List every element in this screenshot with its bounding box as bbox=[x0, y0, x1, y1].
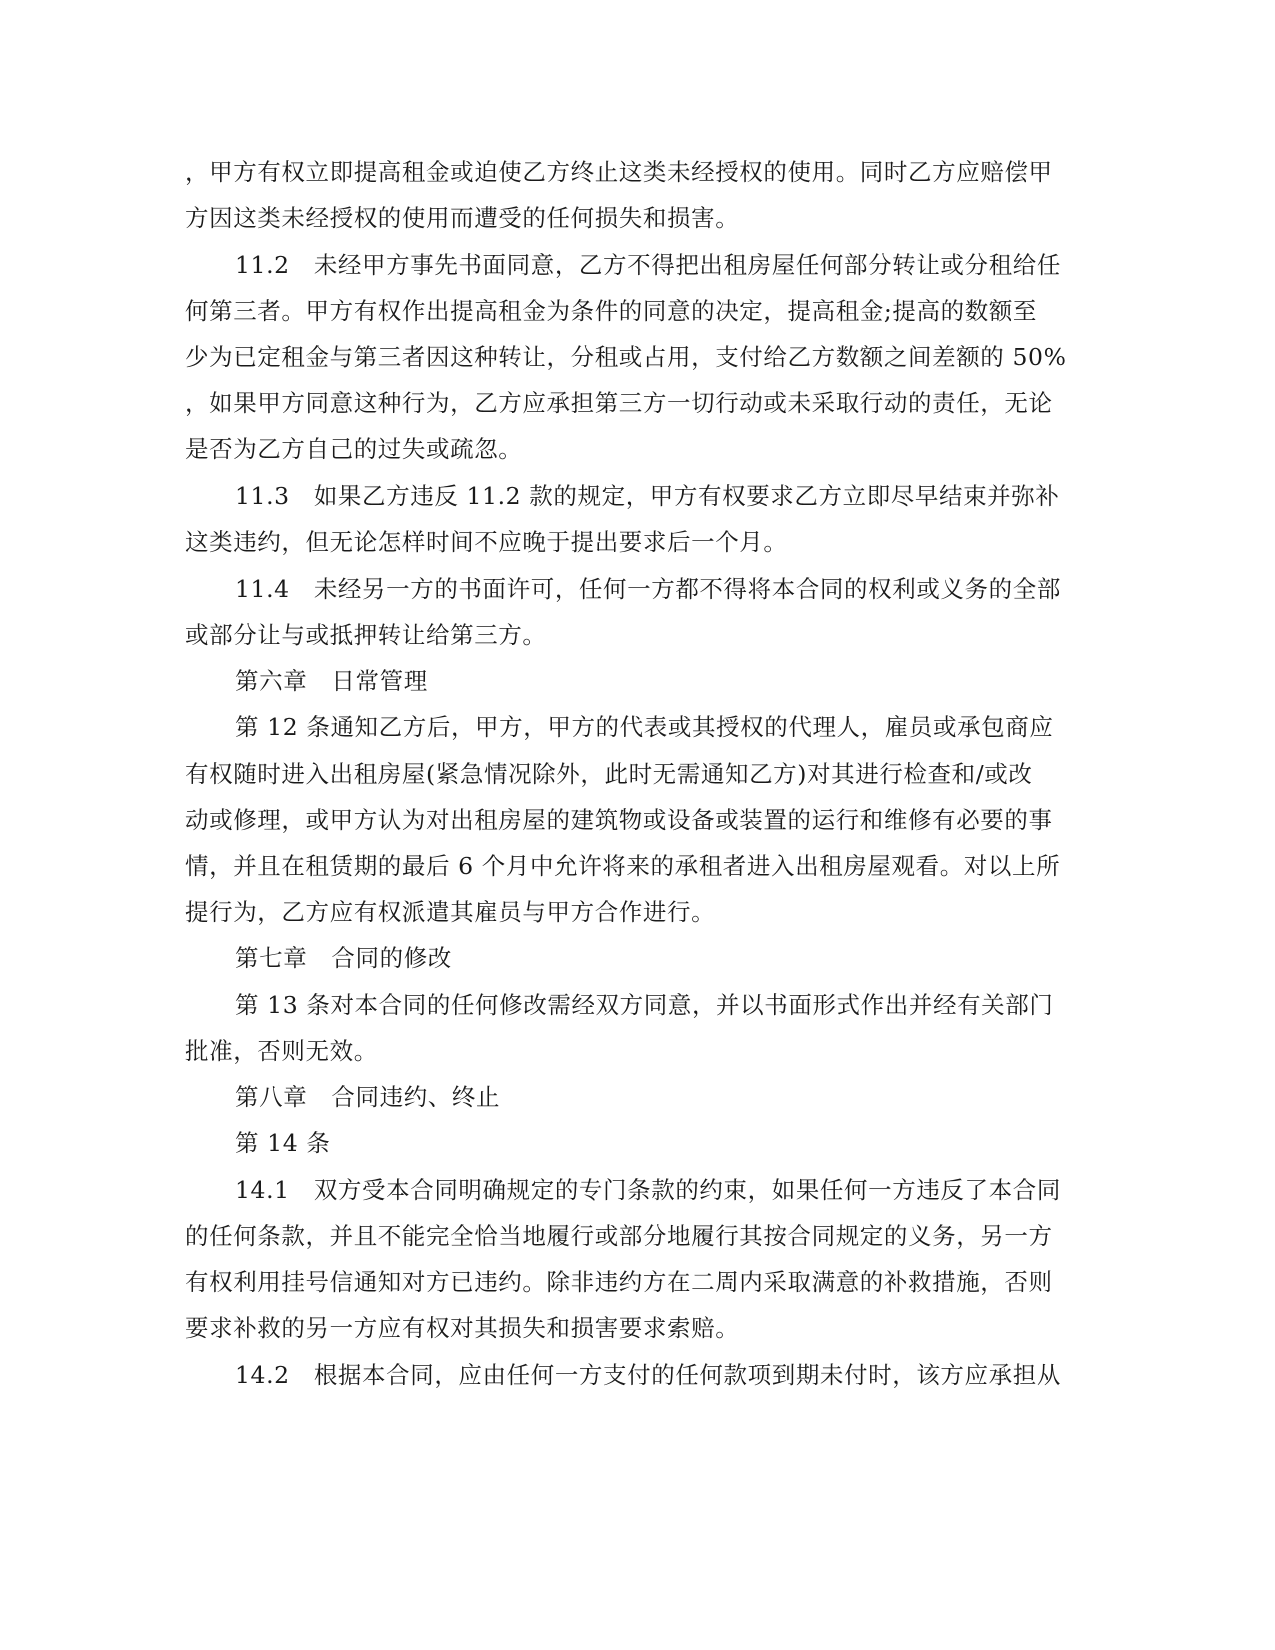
text-line: 11.2 未经甲方事先书面同意，乙方不得把出租房屋任何部分转让或分租给任 bbox=[235, 251, 1061, 279]
text-line: 11.4 未经另一方的书面许可，任何一方都不得将本合同的权利或义务的全部 bbox=[235, 575, 1061, 603]
text-line: 第 13 条对本合同的任何修改需经双方同意，并以书面形式作出并经有关部门 bbox=[235, 991, 1054, 1019]
text-line: 11.3 如果乙方违反 11.2 款的规定，甲方有权要求乙方立即尽早结束并弥补 bbox=[235, 482, 1060, 510]
text-line: 14.2 根据本合同，应由任何一方支付的任何款项到期未付时，该方应承担从 bbox=[235, 1361, 1061, 1389]
text-line: 这类违约，但无论怎样时间不应晚于提出要求后一个月。 bbox=[185, 528, 788, 556]
text-line: 方因这类未经授权的使用而遭受的任何损失和损害。 bbox=[185, 204, 740, 232]
chapter-heading: 第八章 合同违约、终止 bbox=[235, 1083, 501, 1111]
text-line: 或部分让与或抵押转让给第三方。 bbox=[185, 621, 547, 649]
text-line: 是否为乙方自己的过失或疏忽。 bbox=[185, 435, 523, 463]
text-line: 的任何条款，并且不能完全恰当地履行或部分地履行其按合同规定的义务，另一方 bbox=[185, 1222, 1053, 1250]
text-line: 有权利用挂号信通知对方已违约。除非违约方在二周内采取满意的补救措施，否则 bbox=[185, 1268, 1053, 1296]
chapter-heading: 第七章 合同的修改 bbox=[235, 944, 452, 972]
text-line: 14.1 双方受本合同明确规定的专门条款的约束，如果任何一方违反了本合同 bbox=[235, 1176, 1061, 1204]
text-line: 要求补救的另一方应有权对其损失和损害要求索赔。 bbox=[185, 1314, 740, 1342]
text-line: 少为已定租金与第三者因这种转让，分租或占用，支付给乙方数额之间差额的 50% bbox=[185, 343, 1067, 371]
text-line: 动或修理，或甲方认为对出租房屋的建筑物或设备或装置的运行和维修有必要的事 bbox=[185, 806, 1053, 834]
chapter-heading: 第六章 日常管理 bbox=[235, 667, 428, 695]
text-line: 批准，否则无效。 bbox=[185, 1037, 378, 1065]
text-line: ，甲方有权立即提高租金或迫使乙方终止这类未经授权的使用。同时乙方应赔偿甲 bbox=[185, 158, 1053, 186]
article-heading: 第 14 条 bbox=[235, 1129, 331, 1157]
text-line: 第 12 条通知乙方后，甲方，甲方的代表或其授权的代理人，雇员或承包商应 bbox=[235, 713, 1054, 741]
text-line: 情，并且在租赁期的最后 6 个月中允许将来的承租者进入出租房屋观看。对以上所 bbox=[185, 852, 1061, 880]
text-line: 有权随时进入出租房屋(紧急情况除外，此时无需通知乙方)对其进行检查和/或改 bbox=[185, 760, 1033, 788]
text-line: 何第三者。甲方有权作出提高租金为条件的同意的决定，提高租金;提高的数额至 bbox=[185, 297, 1038, 325]
text-line: ，如果甲方同意这种行为，乙方应承担第三方一切行动或未采取行动的责任，无论 bbox=[185, 389, 1053, 417]
text-line: 提行为，乙方应有权派遣其雇员与甲方合作进行。 bbox=[185, 898, 716, 926]
